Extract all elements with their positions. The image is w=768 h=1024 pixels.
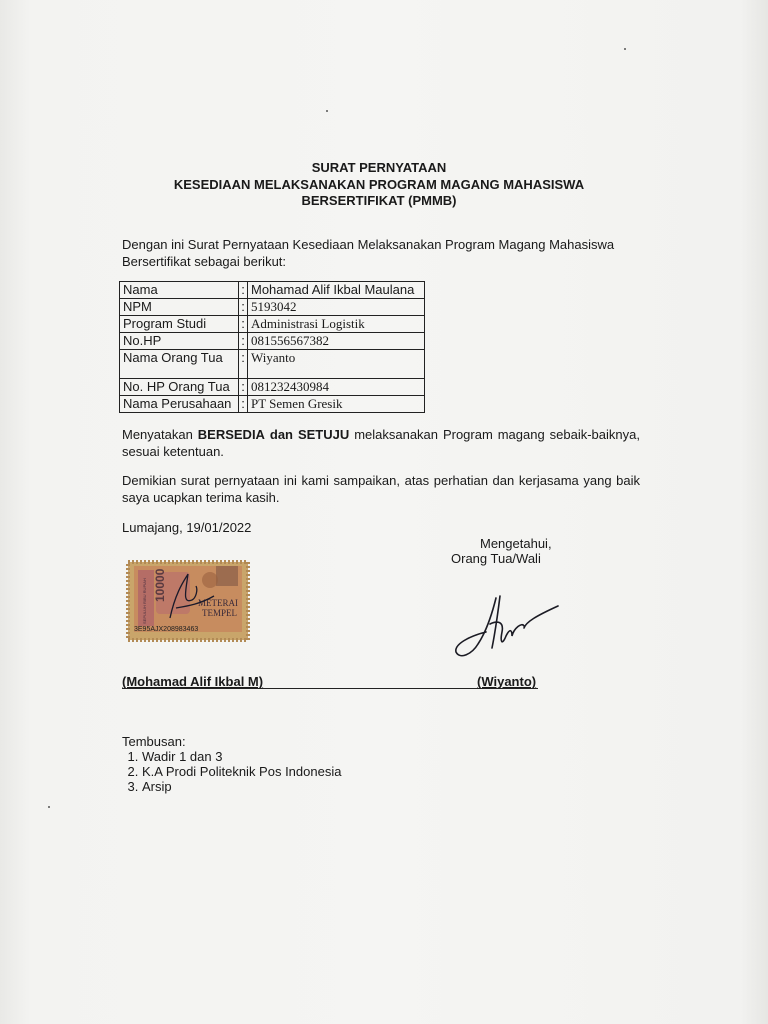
table-row	[120, 333, 425, 350]
row-separator: :	[239, 396, 248, 413]
acknowledge-role: Orang Tua/Wali	[451, 551, 541, 566]
carbon-copy-section	[122, 734, 341, 794]
row-value: 081232430984	[248, 379, 425, 396]
list-item: 3. Arsip	[142, 779, 341, 794]
statement-suffix: melaksanakan Program magang sebaik-baiknya, sesuai ketentuan.	[122, 427, 640, 459]
paper-speck	[48, 806, 50, 808]
row-value: 081556567382	[248, 333, 425, 350]
row-separator: :	[239, 316, 248, 333]
row-value: PT Semen Gresik	[248, 396, 425, 413]
row-label: No.HP	[120, 333, 239, 350]
cc-heading: Tembusan:	[122, 734, 186, 749]
closing-paragraph: Demikian surat pernyataan ini kami sampaikan, atas perhatian dan kerjasama yang baik saya ucapkan terima kasih.	[122, 473, 640, 505]
row-label: Nama	[120, 282, 239, 299]
list-item: 1. Wadir 1 dan 3	[142, 749, 341, 764]
table-row	[120, 396, 425, 413]
row-separator: :	[239, 379, 248, 396]
guardian-signatory: (Wiyanto)	[477, 674, 537, 689]
letter-subtitle: KESEDIAAN MELAKSANAKAN PROGRAM MAGANG MAHASISWA	[173, 177, 585, 192]
place-date: Lumajang, 19/01/2022	[122, 520, 252, 535]
statement-bold-1: BERSEDIA	[197, 427, 265, 442]
row-value: 5193042	[248, 299, 425, 316]
row-separator: :	[239, 299, 248, 316]
paper-speck	[624, 48, 626, 50]
paper-speck	[326, 110, 328, 112]
statement-mid: dan	[269, 427, 294, 442]
stamp-text-2: TEMPEL	[202, 608, 237, 618]
row-separator: :	[239, 350, 248, 379]
guardian-signature	[452, 592, 560, 662]
duty-stamp-image	[126, 560, 250, 642]
table-row	[120, 316, 425, 333]
stamp-text-1: METERAI	[198, 598, 238, 608]
table-row	[120, 379, 425, 396]
list-item: 2. K.A Prodi Politeknik Pos Indonesia	[142, 764, 341, 779]
row-label: NPM	[120, 299, 239, 316]
row-label: Nama Perusahaan	[120, 396, 239, 413]
statement-prefix: Menyatakan	[122, 427, 193, 442]
statement-paragraph	[122, 426, 640, 460]
statement-bold-2: SETUJU	[297, 427, 350, 442]
table-row	[120, 299, 425, 316]
row-value: Mohamad Alif Ikbal Maulana	[248, 282, 425, 299]
row-separator: :	[239, 282, 248, 299]
cc-list	[122, 749, 341, 794]
row-label: No. HP Orang Tua	[120, 379, 239, 396]
table-row	[120, 350, 425, 379]
stamp-serial: 3E95AJX208983463	[134, 626, 199, 633]
stamp-value: 10000	[153, 568, 167, 602]
identity-table	[119, 281, 425, 413]
letter-subtitle-2: BERSERTIFIKAT (PMMB)	[301, 193, 457, 208]
table-row	[120, 282, 425, 299]
row-value: Wiyanto	[248, 350, 425, 379]
row-value: Administrasi Logistik	[248, 316, 425, 333]
row-label: Nama Orang Tua	[120, 350, 239, 379]
stamp-side-text: SEPULUH RIBU RUPIAH	[142, 578, 147, 624]
intro-paragraph: Dengan ini Surat Pernyataan Kesediaan Melaksanakan Program Magang Mahasiswa Bersertifikat sebagai berikut:	[122, 237, 615, 269]
student-signatory: (Mohamad Alif Ikbal M)	[122, 674, 264, 689]
signature-line	[122, 688, 538, 689]
acknowledge-label: Mengetahui,	[480, 536, 552, 551]
row-separator: :	[239, 333, 248, 350]
row-label: Program Studi	[120, 316, 239, 333]
letter-title: SURAT PERNYATAAN	[311, 160, 447, 175]
